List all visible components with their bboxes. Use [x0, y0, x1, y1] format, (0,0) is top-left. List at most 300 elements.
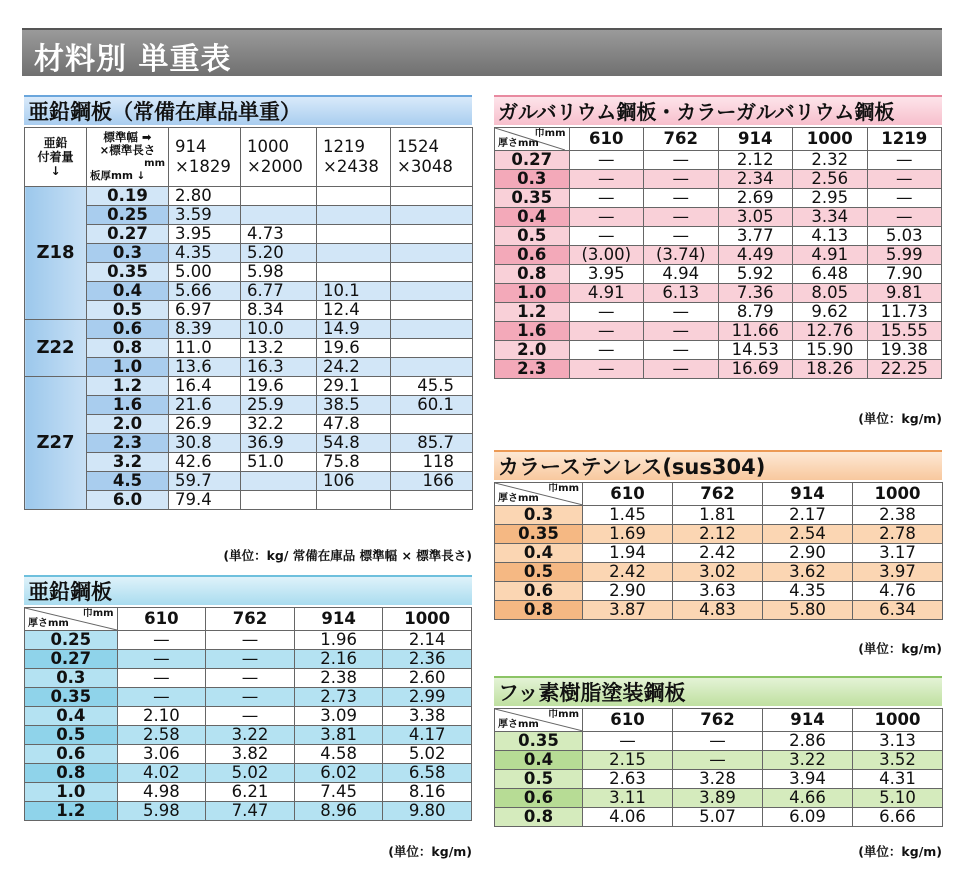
- t5-value-cell: 5.10: [853, 789, 943, 808]
- t3-value-cell: —: [867, 170, 942, 189]
- t1-col-width: 914: [175, 137, 207, 156]
- t1-value-cell: 3.95: [169, 225, 241, 244]
- t2-thickness-cell: 0.8: [25, 764, 118, 783]
- t5-value-cell: 2.63: [583, 770, 673, 789]
- t1-value-cell: 26.9: [169, 415, 241, 434]
- t1-row: [25, 244, 473, 263]
- t1-thickness-cell: 0.19: [87, 187, 169, 206]
- t3-value-cell: —: [569, 208, 644, 227]
- t3-row: [495, 265, 942, 284]
- t3-value-cell: —: [644, 227, 719, 246]
- t1-row: [25, 339, 473, 358]
- t3-value-cell: 16.69: [718, 360, 793, 379]
- t2-value-cell: —: [206, 707, 295, 726]
- t2-value-cell: 1.96: [294, 631, 383, 650]
- t2-value-cell: —: [206, 669, 295, 688]
- t3-value-cell: 11.73: [867, 303, 942, 322]
- t3-corner-thickness: 厚さmm: [498, 138, 539, 149]
- t1-value-cell: 42.6: [169, 453, 241, 472]
- t5-thickness-cell: 0.4: [495, 751, 583, 770]
- t1-value-cell: 13.2: [241, 339, 317, 358]
- t5-row: [495, 751, 943, 770]
- t2-row: [25, 764, 472, 783]
- t2-value-cell: 3.82: [206, 745, 295, 764]
- t5-value-cell: —: [583, 732, 673, 751]
- t1-row: [25, 453, 473, 472]
- t1-value-cell: 12.4: [317, 301, 391, 320]
- t1-thickness-cell: 0.27: [87, 225, 169, 244]
- t5-title: フッ素樹脂塗装鋼板: [498, 681, 686, 705]
- t1-value-cell: 25.9: [241, 396, 317, 415]
- t3-value-cell: 9.62: [793, 303, 868, 322]
- t4-col-header: 1000: [853, 483, 943, 506]
- t1-value-cell: [391, 263, 473, 282]
- t1-col-length: ×3048: [397, 157, 453, 176]
- t4-row: [495, 506, 943, 525]
- t1-value-cell: 5.66: [169, 282, 241, 301]
- t1-std-width-label: 標準幅 ➡: [103, 130, 152, 144]
- t3-value-cell: 4.91: [569, 284, 644, 303]
- t3-value-cell: —: [644, 208, 719, 227]
- t4-corner-thickness: 厚さmm: [498, 493, 539, 504]
- t2-thickness-cell: 1.0: [25, 783, 118, 802]
- t1-value-cell: [317, 491, 391, 510]
- t3-value-cell: —: [644, 322, 719, 341]
- t1-value-cell: 21.6: [169, 396, 241, 415]
- t3-thickness-cell: 2.0: [495, 341, 570, 360]
- t3-value-cell: —: [569, 322, 644, 341]
- t3-value-cell: 2.32: [793, 151, 868, 170]
- t3-value-cell: —: [867, 208, 942, 227]
- t3-header: [494, 95, 942, 125]
- t3-value-cell: —: [644, 189, 719, 208]
- t2-value-cell: 8.96: [294, 802, 383, 821]
- t3-thickness-cell: 0.3: [495, 170, 570, 189]
- t3-value-cell: 2.69: [718, 189, 793, 208]
- t3-value-cell: 3.34: [793, 208, 868, 227]
- t5-row: [495, 789, 943, 808]
- t2-value-cell: 2.73: [294, 688, 383, 707]
- t3-col-header: 914: [718, 128, 793, 151]
- t3-value-cell: 3.77: [718, 227, 793, 246]
- t5-col-header: 610: [583, 709, 673, 732]
- t5-value-cell: 3.94: [763, 770, 853, 789]
- t3-value-cell: —: [569, 341, 644, 360]
- t2-value-cell: 2.38: [294, 669, 383, 688]
- t1-value-cell: 51.0: [241, 453, 317, 472]
- t3-value-cell: 7.90: [867, 265, 942, 284]
- t5-row: [495, 770, 943, 789]
- t1-value-cell: 32.2: [241, 415, 317, 434]
- t1-value-cell: 6.77: [241, 282, 317, 301]
- t5-value-cell: 3.13: [853, 732, 943, 751]
- t1-row: [25, 377, 473, 396]
- t1-row: [25, 206, 473, 225]
- t2-value-cell: 8.16: [383, 783, 472, 802]
- t1-header: [24, 95, 472, 125]
- t4-value-cell: 2.38: [853, 506, 943, 525]
- t3-thickness-cell: 0.27: [495, 151, 570, 170]
- t3-row: [495, 170, 942, 189]
- t2-row: [25, 650, 472, 669]
- t5-value-cell: 3.89: [673, 789, 763, 808]
- t3-col-header: 762: [644, 128, 719, 151]
- t3-value-cell: 4.94: [644, 265, 719, 284]
- t5-col-header: 1000: [853, 709, 943, 732]
- t1-std-length-label: ×標準長さ: [99, 143, 156, 157]
- t5-thickness-cell: 0.5: [495, 770, 583, 789]
- t4-row: [495, 563, 943, 582]
- t2-thickness-cell: 1.2: [25, 802, 118, 821]
- t1-thickness-label: 板厚mm ↓: [90, 170, 146, 182]
- t1-thickness-cell: 0.3: [87, 244, 169, 263]
- t5-header: [494, 676, 942, 706]
- t3-value-cell: —: [569, 303, 644, 322]
- t1-thickness-cell: 6.0: [87, 491, 169, 510]
- t1-thickness-cell: 1.0: [87, 358, 169, 377]
- t1-value-cell: 75.8: [317, 453, 391, 472]
- t2-corner-thickness: 厚さmm: [28, 618, 69, 629]
- t3-value-cell: —: [569, 360, 644, 379]
- t1-value-cell: 5.98: [241, 263, 317, 282]
- t2-col-header: 914: [294, 608, 383, 631]
- t2-value-cell: 2.16: [294, 650, 383, 669]
- t4-value-cell: 2.42: [583, 563, 673, 582]
- t5-value-cell: 3.22: [763, 751, 853, 770]
- t3-value-cell: 5.03: [867, 227, 942, 246]
- t1-std-header: [87, 128, 169, 187]
- t1-value-cell: [241, 491, 317, 510]
- t4-row: [495, 525, 943, 544]
- t1-value-cell: 45.5: [391, 377, 473, 396]
- t1-value-cell: 14.9: [317, 320, 391, 339]
- t1-value-cell: 106: [317, 472, 391, 491]
- t4-thickness-cell: 0.35: [495, 525, 583, 544]
- t2-value-cell: 4.98: [117, 783, 206, 802]
- t3-row: [495, 341, 942, 360]
- t1-value-cell: 38.5: [317, 396, 391, 415]
- t2-value-cell: 5.02: [383, 745, 472, 764]
- t1-col-length: ×1829: [175, 157, 231, 176]
- t4-header: [494, 450, 942, 480]
- t5-value-cell: 5.07: [673, 808, 763, 827]
- t4-table: [494, 482, 943, 620]
- t4-thickness-cell: 0.3: [495, 506, 583, 525]
- t3-value-cell: 4.49: [718, 246, 793, 265]
- t3-title: ガルバリウム鋼板・カラーガルバリウム鋼板: [498, 100, 895, 124]
- t1-value-cell: 59.7: [169, 472, 241, 491]
- t3-value-cell: 2.95: [793, 189, 868, 208]
- t3-value-cell: 11.66: [718, 322, 793, 341]
- t1-value-cell: 19.6: [317, 339, 391, 358]
- t3-row: [495, 360, 942, 379]
- t1-value-cell: 8.34: [241, 301, 317, 320]
- t1-value-cell: [241, 187, 317, 206]
- t2-row: [25, 745, 472, 764]
- t1-thickness-cell: 1.2: [87, 377, 169, 396]
- t2-value-cell: —: [117, 631, 206, 650]
- t1-thickness-cell: 0.5: [87, 301, 169, 320]
- t1-row: [25, 358, 473, 377]
- t2-col-header: 1000: [383, 608, 472, 631]
- t2-value-cell: 4.02: [117, 764, 206, 783]
- t4-value-cell: 4.35: [763, 582, 853, 601]
- t1-coat-group: Z27: [25, 377, 87, 510]
- t1-value-cell: [391, 206, 473, 225]
- t3-row: [495, 322, 942, 341]
- t4-value-cell: 3.97: [853, 563, 943, 582]
- t4-value-cell: 3.17: [853, 544, 943, 563]
- t3-row: [495, 284, 942, 303]
- t1-value-cell: [391, 301, 473, 320]
- t2-thickness-cell: 0.5: [25, 726, 118, 745]
- t4-thickness-cell: 0.6: [495, 582, 583, 601]
- t2-row: [25, 707, 472, 726]
- t4-value-cell: 3.87: [583, 601, 673, 620]
- t5-value-cell: 3.11: [583, 789, 673, 808]
- t3-value-cell: 3.95: [569, 265, 644, 284]
- t1-row: [25, 320, 473, 339]
- t1-value-cell: [391, 339, 473, 358]
- t4-value-cell: 1.81: [673, 506, 763, 525]
- t2-value-cell: 2.99: [383, 688, 472, 707]
- t3-thickness-cell: 0.35: [495, 189, 570, 208]
- t5-thickness-cell: 0.35: [495, 732, 583, 751]
- t1-value-cell: [391, 358, 473, 377]
- t5-row: [495, 732, 943, 751]
- t1-thickness-cell: 0.6: [87, 320, 169, 339]
- t5-value-cell: 6.66: [853, 808, 943, 827]
- t2-value-cell: 5.02: [206, 764, 295, 783]
- t4-title: カラーステンレス(sus304): [498, 455, 766, 479]
- t1-value-cell: [391, 491, 473, 510]
- t4-thickness-cell: 0.4: [495, 544, 583, 563]
- t1-value-cell: 118: [391, 453, 473, 472]
- t3-row: [495, 227, 942, 246]
- t3-value-cell: —: [644, 303, 719, 322]
- t3-thickness-cell: 0.6: [495, 246, 570, 265]
- t3-value-cell: —: [569, 151, 644, 170]
- t3-thickness-cell: 0.4: [495, 208, 570, 227]
- t5-value-cell: 3.52: [853, 751, 943, 770]
- t2-corner-header: [25, 608, 118, 631]
- t3-value-cell: 4.91: [793, 246, 868, 265]
- t1-title: 亜鉛鋼板（常備在庫品単重）: [28, 100, 301, 124]
- t1-value-cell: 79.4: [169, 491, 241, 510]
- t1-col-width: 1219: [323, 137, 365, 156]
- t1-value-cell: 29.1: [317, 377, 391, 396]
- t1-thickness-cell: 0.25: [87, 206, 169, 225]
- t3-value-cell: 5.92: [718, 265, 793, 284]
- t1-row: [25, 301, 473, 320]
- t4-value-cell: 3.02: [673, 563, 763, 582]
- t3-value-cell: 8.79: [718, 303, 793, 322]
- t2-row: [25, 631, 472, 650]
- t2-value-cell: 3.06: [117, 745, 206, 764]
- t3-value-cell: —: [644, 360, 719, 379]
- t2-value-cell: 9.80: [383, 802, 472, 821]
- t3-thickness-cell: 0.5: [495, 227, 570, 246]
- t5-value-cell: 3.28: [673, 770, 763, 789]
- t1-table: [24, 127, 473, 510]
- t3-value-cell: 6.48: [793, 265, 868, 284]
- t3-value-cell: 9.81: [867, 284, 942, 303]
- t1-value-cell: [241, 206, 317, 225]
- t1-row: [25, 396, 473, 415]
- t3-value-cell: 14.53: [718, 341, 793, 360]
- t1-value-cell: 6.97: [169, 301, 241, 320]
- t3-value-cell: 4.13: [793, 227, 868, 246]
- t2-value-cell: —: [117, 688, 206, 707]
- t2-thickness-cell: 0.6: [25, 745, 118, 764]
- t4-thickness-cell: 0.5: [495, 563, 583, 582]
- t4-note: (単位：kg/m): [858, 641, 942, 656]
- t1-value-cell: 30.8: [169, 434, 241, 453]
- t5-corner-thickness: 厚さmm: [498, 719, 539, 730]
- t2-row: [25, 783, 472, 802]
- t3-value-cell: (3.74): [644, 246, 719, 265]
- t1-col-header: [391, 128, 473, 187]
- t2-note: (単位：kg/m): [388, 844, 472, 859]
- t5-row: [495, 808, 943, 827]
- t5-value-cell: 6.09: [763, 808, 853, 827]
- t4-value-cell: 2.90: [763, 544, 853, 563]
- t1-thickness-cell: 0.4: [87, 282, 169, 301]
- t1-col-length: ×2000: [247, 157, 303, 176]
- t2-value-cell: —: [206, 688, 295, 707]
- t3-row: [495, 246, 942, 265]
- t3-thickness-cell: 2.3: [495, 360, 570, 379]
- t3-value-cell: 2.12: [718, 151, 793, 170]
- t2-thickness-cell: 0.35: [25, 688, 118, 707]
- t3-value-cell: —: [867, 151, 942, 170]
- t2-value-cell: —: [206, 650, 295, 669]
- t4-col-header: 610: [583, 483, 673, 506]
- t4-value-cell: 4.83: [673, 601, 763, 620]
- t1-row: [25, 263, 473, 282]
- t1-value-cell: 8.39: [169, 320, 241, 339]
- t3-corner-width: 巾mm: [534, 128, 566, 139]
- t2-value-cell: 3.38: [383, 707, 472, 726]
- t2-row: [25, 669, 472, 688]
- t2-value-cell: 2.60: [383, 669, 472, 688]
- t3-row: [495, 208, 942, 227]
- t2-value-cell: —: [206, 631, 295, 650]
- t3-row: [495, 303, 942, 322]
- t2-thickness-cell: 0.3: [25, 669, 118, 688]
- t1-value-cell: [317, 263, 391, 282]
- t1-value-cell: 2.80: [169, 187, 241, 206]
- t1-value-cell: [241, 472, 317, 491]
- t4-col-header: 762: [673, 483, 763, 506]
- t1-value-cell: 24.2: [317, 358, 391, 377]
- t3-value-cell: 2.34: [718, 170, 793, 189]
- t4-value-cell: 2.78: [853, 525, 943, 544]
- t4-value-cell: 2.90: [583, 582, 673, 601]
- t2-header: [24, 575, 472, 605]
- t2-row: [25, 726, 472, 745]
- t2-row: [25, 688, 472, 707]
- t1-value-cell: [391, 282, 473, 301]
- t1-col-width: 1000: [247, 137, 289, 156]
- t1-col-header: [317, 128, 391, 187]
- t1-coat-group: Z22: [25, 320, 87, 377]
- t2-title: 亜鉛鋼板: [28, 580, 112, 604]
- t3-note: (単位：kg/m): [858, 411, 942, 426]
- t1-row: [25, 282, 473, 301]
- t5-value-cell: 4.06: [583, 808, 673, 827]
- t1-value-cell: 5.20: [241, 244, 317, 263]
- t4-value-cell: 2.54: [763, 525, 853, 544]
- t5-col-header: 914: [763, 709, 853, 732]
- t5-value-cell: 2.15: [583, 751, 673, 770]
- t5-corner-header: [495, 709, 583, 732]
- t3-value-cell: —: [569, 189, 644, 208]
- t3-value-cell: 15.55: [867, 322, 942, 341]
- t3-thickness-cell: 1.0: [495, 284, 570, 303]
- t4-value-cell: 6.34: [853, 601, 943, 620]
- t2-value-cell: 6.58: [383, 764, 472, 783]
- t4-row: [495, 544, 943, 563]
- t4-thickness-cell: 0.8: [495, 601, 583, 620]
- t3-col-header: 610: [569, 128, 644, 151]
- t1-value-cell: [391, 415, 473, 434]
- t1-thickness-cell: 4.5: [87, 472, 169, 491]
- page-title: 材料別 単重表: [34, 42, 232, 77]
- t1-row: [25, 434, 473, 453]
- t1-value-cell: 19.6: [241, 377, 317, 396]
- t3-value-cell: 8.05: [793, 284, 868, 303]
- t2-value-cell: 3.22: [206, 726, 295, 745]
- t2-thickness-cell: 0.25: [25, 631, 118, 650]
- t1-value-cell: 10.0: [241, 320, 317, 339]
- t3-value-cell: —: [644, 341, 719, 360]
- t3-thickness-cell: 1.6: [495, 322, 570, 341]
- t1-row: [25, 472, 473, 491]
- t2-value-cell: 4.17: [383, 726, 472, 745]
- t2-value-cell: —: [117, 669, 206, 688]
- t1-value-cell: 11.0: [169, 339, 241, 358]
- t2-table: [24, 607, 472, 821]
- t1-col-length: ×2438: [323, 157, 379, 176]
- t2-col-header: 610: [117, 608, 206, 631]
- t1-thickness-cell: 0.35: [87, 263, 169, 282]
- t5-value-cell: —: [673, 751, 763, 770]
- t1-mm-label: mm: [144, 158, 165, 169]
- t2-value-cell: 3.09: [294, 707, 383, 726]
- t5-value-cell: —: [673, 732, 763, 751]
- t3-value-cell: 12.76: [793, 322, 868, 341]
- t1-value-cell: 13.6: [169, 358, 241, 377]
- t1-thickness-cell: 0.8: [87, 339, 169, 358]
- t4-value-cell: 2.12: [673, 525, 763, 544]
- t3-thickness-cell: 0.8: [495, 265, 570, 284]
- t3-corner-header: [495, 128, 570, 151]
- t4-corner-width: 巾mm: [548, 483, 579, 494]
- t3-value-cell: 22.25: [867, 360, 942, 379]
- t5-corner-width: 巾mm: [548, 709, 579, 720]
- page-title-bar: [22, 28, 942, 76]
- t1-thickness-cell: 1.6: [87, 396, 169, 415]
- t2-thickness-cell: 0.4: [25, 707, 118, 726]
- t4-corner-header: [495, 483, 583, 506]
- t1-value-cell: 16.3: [241, 358, 317, 377]
- t2-value-cell: 2.36: [383, 650, 472, 669]
- t5-note: (単位：kg/m): [858, 844, 942, 859]
- t1-value-cell: 36.9: [241, 434, 317, 453]
- t2-value-cell: 2.10: [117, 707, 206, 726]
- t4-value-cell: 1.69: [583, 525, 673, 544]
